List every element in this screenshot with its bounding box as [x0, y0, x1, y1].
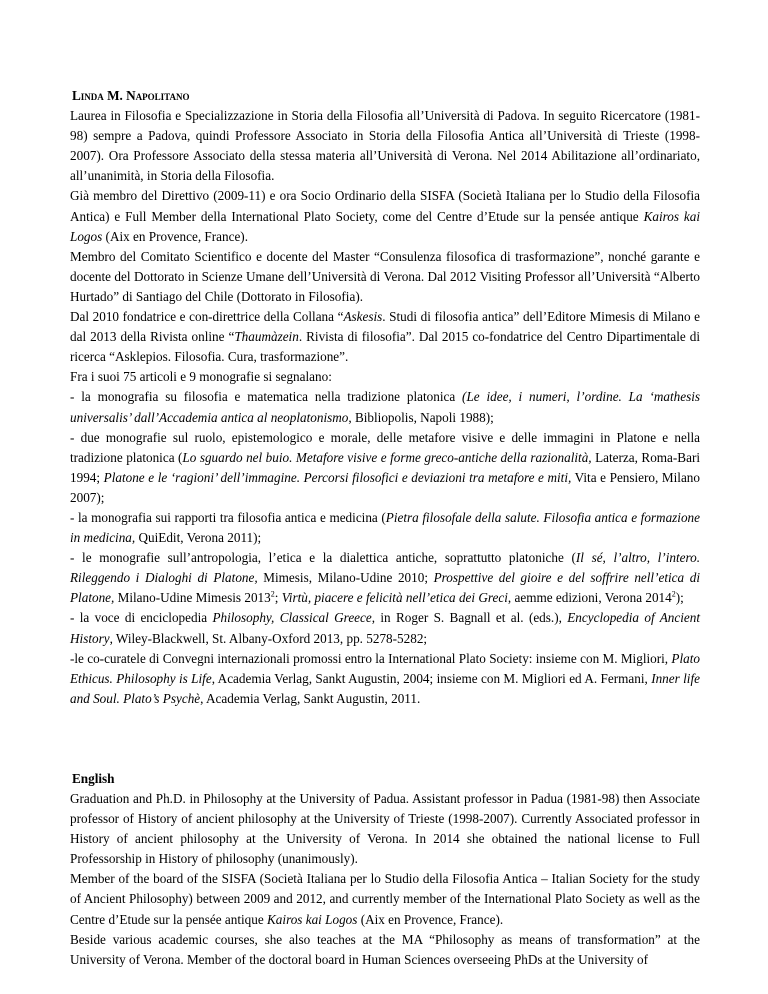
section-spacer — [70, 709, 700, 769]
italian-paragraph-editorial: Dal 2010 fondatrice e con-direttrice della Collana “Askesis. Studi di filosofia antica” dell’Editore Mimesis di Milano e dal 2013 della Rivista online “Thaumàzein. Rivista di filosofia”. Dal 2015 co-fondatrice del Centro Dipartimentale di ricerca “Asklepios. Filosofia. Cura, trasformazione”. — [70, 309, 700, 365]
publication-item: - la monografia sui rapporti tra filosofia antica e medicina (Pietra filosofale della salute. Filosofia antica e formazione in medicina, QuiEdit, Verona 2011); — [70, 509, 701, 546]
document-body — [70, 86, 700, 970]
author-name: Linda M. Napolitano — [72, 88, 190, 103]
english-paragraph-memberships: Member of the board of the SISFA (Società Italiana per lo Studio della Filosofia Antica – Italian Society for the study of Ancient Philosophy) between 2009 and 2012, and currently member of the International Plato Society as well as the Centre d’Etude sur la pensée antique Kairos kai Logos (Aix en Provence, France). — [70, 871, 700, 927]
italian-paragraph-teaching: Membro del Comitato Scientifico e docente del Master “Consulenza filosofica di trasformazione”, nonché garante e docente del Dottorato in Scienze Umane dell’Università di Verona. Dal 2012 Visiting Professor all’Università “Alberto Hurtado” di Santiago del Chile (Dottorato in Filosofia). — [70, 248, 700, 304]
publication-item: - la voce di enciclopedia Philosophy, Classical Greece, in Roger S. Bagnall et al. (eds.), Encyclopedia of Ancient History, Wiley-Blackwell, St. Albany-Oxford 2013, pp. 5278-5282; — [70, 610, 701, 646]
english-paragraph-teaching: Beside various academic courses, she also teaches at the MA “Philosophy as means of transformation” at the University of Verona. Member of the doctoral board in Human Sciences overseeing PhDs at the University of — [70, 931, 700, 967]
italian-paragraph-memberships: Già membro del Direttivo (2009-11) e ora Socio Ordinario della SISFA (Società Italiana per lo Studio della Filosofia Antica) e Full Member della International Plato Society, come del Centre d’Etude sur la pensée antique Kairos kai Logos (Aix en Provence, France). — [70, 188, 700, 244]
publication-item: - due monografie sul ruolo, epistemologico e morale, delle metafore visive e delle immagini in Platone e nella tradizione platonica (Lo sguardo nel buio. Metafore visive e forme greco-antiche della razionalità, Laterza, Roma-Bari 1994; Platone e le ‘ragioni’ dell’immagine. Percorsi filosofici e deviazioni tra metafore e miti, Vita e Pensiero, Milano 2007); — [70, 429, 701, 505]
italian-paragraph-publications-intro: Fra i suoi 75 articoli e 9 monografie si segnalano: — [70, 369, 332, 385]
publication-item: - le monografie sull’antropologia, l’etica e la dialettica antiche, soprattutto platoniche (Il sé, l’altro, l’intero. Rileggendo i Dialoghi di Platone, Mimesis, Milano-Udine 2010; Prospettive del gioire e del soffrire nell’etica di Platone, Milano-Udine Mimesis 2013$^2$; Virtù, piacere e felicità nell’etica dei Greci, aemme edizioni, Verona 2014$^2$); — [70, 550, 701, 606]
english-paragraph-career: Graduation and Ph.D. in Philosophy at the University of Padua. Assistant professor in Padua (1981-98) then Associate professor of History of ancient philosophy at the University of Trieste (1998-2007). Currently Associated professor in History of ancient philosophy at the University of Verona. In 2014 she obtained the national license to Full Professorship in History of philosophy (unanimously). — [70, 791, 700, 867]
italian-paragraph-career: Laurea in Filosofia e Specializzazione in Storia della Filosofia all’Università di Padova. In seguito Ricercatore (1981-98) sempre a Padova, quindi Professore Associato in Storia della Filosofia Antica all’Università di Trieste (1998-2007). Ora Professore Associato della stessa materia all’Università di Verona. Nel 2014 Abilitazione all’ordinariato, all’unanimità, in Storia della Filosofia. — [70, 108, 700, 184]
publication-item: -le co-curatele di Convegni internazionali promossi entro la International Plato Society: insieme con M. Migliori, Plato Ethicus. Philosophy is Life, Academia Verlag, Sankt Augustin, 2004; insieme con M. Migliori ed A. Fermani, Inner life and Soul. Plato’s Psychè, Academia Verlag, Sankt Augustin, 2011. — [70, 650, 700, 706]
publication-item: - la monografia su filosofia e matematica nella tradizione platonica (Le idee, i numeri, l’ordine. La ‘mathesis universalis’ dall’Accademia antica al neoplatonismo, Bibliopolis, Napoli 1988); — [70, 389, 700, 425]
english-heading: English — [72, 770, 115, 786]
